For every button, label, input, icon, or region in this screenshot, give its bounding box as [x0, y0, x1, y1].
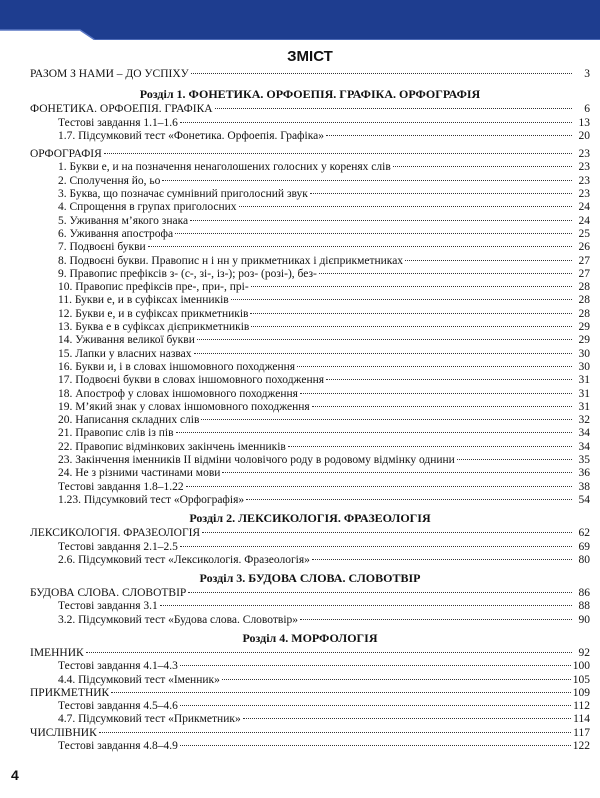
toc-entry-label: Тестові завдання 1.1–1.6	[58, 116, 178, 129]
toc-entry-label: 9. Правопис префіксів з- (с-, зі-, із-); роз- (розі-), без-	[58, 267, 317, 280]
dot-leader	[312, 406, 572, 407]
dot-leader	[312, 559, 572, 560]
toc-subentry	[30, 281, 590, 294]
toc-entry-label: Тестові завдання 4.1–4.3	[58, 660, 178, 673]
toc-page-number: 26	[578, 241, 590, 254]
toc-page-number: 54	[578, 493, 590, 506]
toc-subentry	[30, 454, 590, 467]
toc-page-number: 32	[578, 414, 590, 427]
toc-page-number: 23	[578, 161, 590, 174]
toc-subentry	[30, 541, 590, 554]
toc-subentry	[30, 308, 590, 321]
dot-leader	[300, 393, 572, 394]
toc-page-number: 27	[578, 254, 590, 267]
toc-page-number: 23	[578, 148, 590, 161]
toc-subentry	[30, 175, 590, 188]
toc-entry-label: 22. Правопис відмінкових закінчень іменників	[58, 440, 286, 453]
dot-leader	[175, 233, 572, 234]
table-of-contents	[30, 46, 590, 753]
toc-page-number: 117	[573, 726, 590, 739]
dot-leader	[201, 419, 572, 420]
toc-page-number: 90	[578, 613, 590, 626]
dot-leader	[251, 326, 572, 327]
toc-entry-label: 14. Уживання великої букви	[58, 334, 195, 347]
dot-leader	[222, 679, 571, 680]
dot-leader	[202, 532, 572, 533]
toc-page-number: 80	[578, 553, 590, 566]
toc-page-number: 29	[578, 334, 590, 347]
toc-entry-label: 23. Закінчення іменників ІІ відміни чоловічого роду в родовому відмінку однини	[58, 454, 455, 467]
dot-leader	[246, 499, 572, 500]
dot-leader	[162, 180, 572, 181]
toc-entry-label: БУДОВА СЛОВА. СЛОВОТВІР	[30, 587, 187, 600]
dot-leader	[250, 313, 572, 314]
dot-leader	[310, 193, 572, 194]
toc-page-number: 23	[578, 188, 590, 201]
toc-subentry	[30, 674, 590, 687]
toc-title: ЗМІСТ	[287, 48, 333, 65]
dot-leader	[191, 73, 572, 74]
toc-page-number: 105	[572, 673, 590, 686]
toc-entry-label: 2.6. Підсумковий тест «Лексикологія. Фразеологія»	[58, 553, 310, 566]
dot-leader	[188, 592, 572, 593]
toc-subentry	[30, 161, 590, 174]
toc-page-number: 100	[572, 660, 590, 673]
toc-entry-label: 12. Букви е, и в суфіксах прикметників	[58, 307, 249, 320]
toc-subentry	[30, 361, 590, 374]
toc-page-number: 38	[578, 480, 590, 493]
page-number: 4	[11, 767, 19, 783]
toc-page-number: 34	[578, 427, 590, 440]
dot-leader	[215, 108, 572, 109]
toc-subentry	[30, 201, 590, 214]
toc-page-number: 24	[578, 201, 590, 214]
toc-entry-label: ЧИСЛІВНИК	[30, 726, 97, 739]
toc-entry-label: 21. Правопис слів із пів	[58, 427, 174, 440]
dot-leader	[86, 652, 572, 653]
toc-entry	[30, 687, 590, 700]
toc-entry-label: 4.7. Підсумковий тест «Прикметник»	[58, 713, 241, 726]
dot-leader	[457, 459, 572, 460]
toc-subentry	[30, 700, 590, 713]
toc-page-number: 28	[578, 294, 590, 307]
dot-leader	[197, 339, 572, 340]
toc-subentry	[30, 321, 590, 334]
toc-entry-label: 20. Написання складних слів	[58, 414, 200, 427]
toc-entry	[30, 68, 590, 81]
toc-page-number: 29	[578, 321, 590, 334]
toc-page-number: 20	[578, 129, 590, 142]
dot-leader	[104, 153, 572, 154]
toc-page-number: 31	[578, 374, 590, 387]
toc-page-number: 30	[578, 347, 590, 360]
toc-entry-label: ОРФОГРАФІЯ	[30, 148, 102, 161]
header-band	[0, 0, 600, 40]
toc-subentry	[30, 494, 590, 507]
toc-subentry	[30, 188, 590, 201]
toc-page-number: 36	[578, 467, 590, 480]
toc-entry-label: 7. Подвоєні букви	[58, 241, 146, 254]
header-band-shape	[0, 0, 600, 40]
toc-page-number: 114	[573, 713, 590, 726]
dot-leader	[180, 665, 571, 666]
toc-page-number: 23	[578, 174, 590, 187]
toc-entry-label: Тестові завдання 4.8–4.9	[58, 740, 178, 753]
dot-leader	[180, 546, 572, 547]
toc-entry-label: Тестові завдання 1.8–1.22	[58, 480, 184, 493]
toc-subentry	[30, 481, 590, 494]
dot-leader	[180, 122, 572, 123]
toc-subentry	[30, 600, 590, 613]
dot-leader	[231, 299, 572, 300]
toc-entry-label: Тестові завдання 4.5–4.6	[58, 700, 178, 713]
dot-leader	[319, 273, 572, 274]
dot-leader	[288, 446, 572, 447]
toc-entry-label: 10. Правопис префіксів пре-, при-, прі-	[58, 281, 249, 294]
dot-leader	[222, 472, 572, 473]
dot-leader	[111, 692, 571, 693]
dot-leader	[243, 718, 571, 719]
dot-leader	[180, 705, 571, 706]
toc-entry	[30, 647, 590, 660]
toc-entry-label: Тестові завдання 3.1	[58, 600, 158, 613]
dot-leader	[160, 605, 572, 606]
toc-subentry	[30, 713, 590, 726]
toc-subentry	[30, 660, 590, 673]
dot-leader	[194, 353, 573, 354]
toc-subentry	[30, 467, 590, 480]
toc-page-number: 31	[578, 400, 590, 413]
dot-leader	[239, 206, 572, 207]
toc-page-number: 28	[578, 307, 590, 320]
toc-section-heading: Розділ 3. БУДОВА СЛОВА. СЛОВОТВІР	[199, 571, 421, 586]
toc-page-number: 86	[578, 587, 590, 600]
toc-entry-label: 11. Букви е, и в суфіксах іменників	[58, 294, 229, 307]
toc-entry-label: 17. Подвоєні букви в словах іншомовного походження	[58, 374, 325, 387]
toc-section-heading: Розділ 1. ФОНЕТИКА. ОРФОЕПІЯ. ГРАФІКА. ОРФОГРАФІЯ	[139, 87, 481, 102]
dot-leader	[99, 732, 571, 733]
toc-subentry	[30, 614, 590, 627]
toc-entry	[30, 587, 590, 600]
toc-entry-label: 15. Лапки у власних назвах	[58, 347, 192, 360]
toc-entry-label: 3. Буква, що позначає сумнівний приголосний звук	[58, 188, 308, 201]
toc-subentry	[30, 554, 590, 567]
toc-entry-label: 13. Буква е в суфіксах дієприкметників	[58, 321, 250, 334]
toc-section-heading: Розділ 4. МОРФОЛОГІЯ	[242, 630, 378, 645]
toc-page-number: 24	[578, 214, 590, 227]
toc-subentry	[30, 117, 590, 130]
toc-page-number: 30	[578, 360, 590, 373]
dot-leader	[297, 366, 572, 367]
dot-leader	[186, 486, 572, 487]
toc-entry-label: ПРИКМЕТНИК	[30, 686, 110, 699]
toc-entry-label: Тестові завдання 2.1–2.5	[58, 540, 178, 553]
toc-subentry	[30, 374, 590, 387]
toc-subentry	[30, 414, 590, 427]
toc-page-number: 62	[578, 527, 590, 540]
toc-entry-label: 6. Уживання апострофа	[58, 227, 174, 240]
toc-subentry	[30, 334, 590, 347]
toc-subentry	[30, 401, 590, 414]
toc-entry-label: 1. Букви е, и на позначення ненаголошених голосних у коренях слів	[58, 161, 391, 174]
toc-page-number: 27	[578, 267, 590, 280]
dot-leader	[405, 260, 572, 261]
toc-entry-label: РАЗОМ З НАМИ – ДО УСПІХУ	[30, 68, 189, 80]
toc-subentry	[30, 427, 590, 440]
toc-page-number: 88	[578, 600, 590, 613]
dot-leader	[300, 619, 572, 620]
toc-page-number: 25	[578, 227, 590, 240]
toc-entry-label: 4.4. Підсумковий тест «Іменник»	[58, 673, 220, 686]
toc-page-number: 122	[572, 740, 590, 753]
toc-entry-label: 16. Букви и, і в словах іншомовного походження	[58, 360, 296, 373]
toc-entries	[30, 68, 590, 753]
toc-entry	[30, 103, 590, 116]
toc-entry-label: 1.23. Підсумковий тест «Орфографія»	[58, 493, 245, 506]
toc-entry-label: 8. Подвоєні букви. Правопис н і нн у прикметниках і дієприкметниках	[58, 254, 404, 267]
toc-entry-label: 19. М’який знак у словах іншомовного походження	[58, 400, 310, 413]
toc-entry-label: 2. Сполучення йо, ьо	[58, 174, 161, 187]
toc-page-number: 109	[572, 686, 590, 699]
dot-leader	[180, 745, 571, 746]
toc-page-number: 6	[584, 103, 590, 116]
toc-entry-label: ІМЕННИК	[30, 646, 84, 659]
toc-subentry	[30, 441, 590, 454]
toc-page-number: 34	[578, 440, 590, 453]
toc-entry-label: 18. Апостроф у словах іншомовного походження	[58, 387, 298, 400]
toc-entry-label: 4. Спрощення в групах приголосних	[58, 201, 237, 214]
toc-page-number: 3	[584, 68, 590, 80]
toc-subentry	[30, 268, 590, 281]
toc-subentry	[30, 228, 590, 241]
toc-subentry	[30, 740, 590, 753]
toc-entry-label: 1.7. Підсумковий тест «Фонетика. Орфоепія. Графіка»	[58, 129, 324, 142]
dot-leader	[326, 379, 572, 380]
toc-page-number: 13	[578, 116, 590, 129]
toc-page-number: 92	[578, 646, 590, 659]
dot-leader	[190, 220, 572, 221]
dot-leader	[393, 166, 572, 167]
toc-entry	[30, 727, 590, 740]
toc-entry	[30, 148, 590, 161]
toc-entry-label: ЛЕКСИКОЛОГІЯ. ФРАЗЕОЛОГІЯ	[30, 527, 201, 540]
toc-subentry	[30, 241, 590, 254]
toc-subentry	[30, 215, 590, 228]
toc-section-heading: Розділ 2. ЛЕКСИКОЛОГІЯ. ФРАЗЕОЛОГІЯ	[189, 511, 431, 526]
toc-entry-label: 5. Уживання м’якого знака	[58, 214, 189, 227]
toc-subentry	[30, 130, 590, 143]
toc-subentry	[30, 388, 590, 401]
toc-page-number: 28	[578, 281, 590, 294]
dot-leader	[148, 246, 572, 247]
dot-leader	[251, 286, 572, 287]
toc-subentry	[30, 348, 590, 361]
toc-subentry	[30, 255, 590, 268]
toc-subentry	[30, 294, 590, 307]
dot-leader	[176, 432, 572, 433]
toc-entry-label: ФОНЕТИКА. ОРФОЕПІЯ. ГРАФІКА	[30, 103, 213, 116]
toc-entry	[30, 527, 590, 540]
toc-entry-label: 24. Не з різними частинами мови	[58, 467, 221, 480]
toc-page-number: 35	[578, 454, 590, 467]
toc-entry-label: 3.2. Підсумковий тест «Будова слова. Словотвір»	[58, 613, 299, 626]
toc-page-number: 31	[578, 387, 590, 400]
toc-page-number: 112	[573, 700, 590, 713]
toc-page-number: 69	[578, 540, 590, 553]
dot-leader	[326, 135, 572, 136]
